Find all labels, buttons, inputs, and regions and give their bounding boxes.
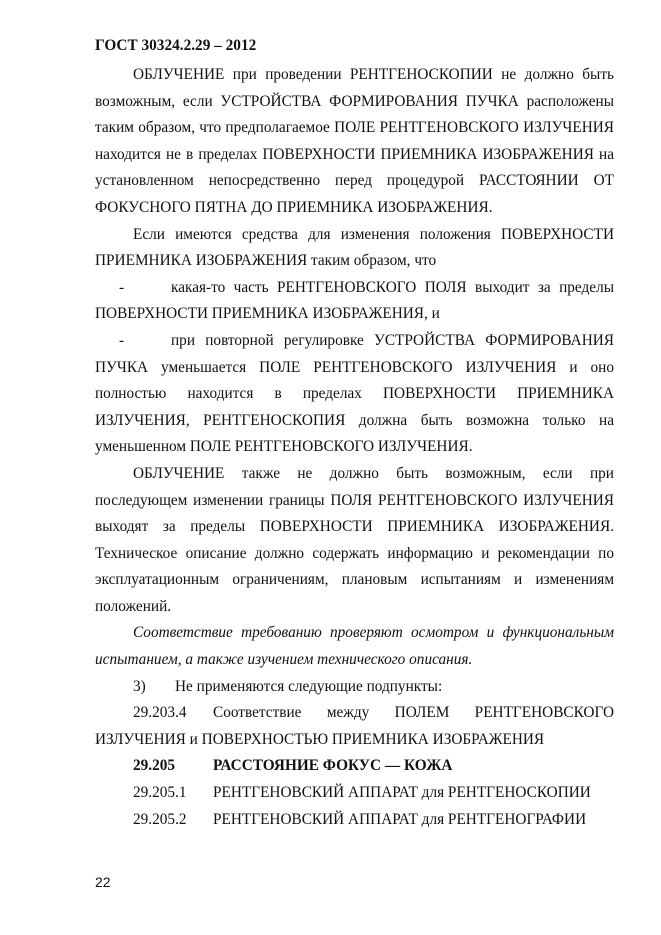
list-item-text: при повторной регулировке УСТРОЙСТВА ФОРМИРОВАНИЯ ПУЧКА уменьшается ПОЛЕ РЕНТГЕНОВСКОГО ИЗЛУЧЕНИЯ и оно полностью находится в пределах ПОВЕРХНОСТИ ПРИЕМНИКА ИЗЛУЧЕНИЯ, РЕНТГЕНОСКОПИЯ должна быть возможна только на уменьшенном ПОЛЕ РЕНТГЕНОВСКОГО ИЗЛУЧЕНИЯ. — [95, 331, 614, 456]
page-number: 22 — [95, 874, 111, 890]
document-page — [95, 36, 614, 833]
clause-text: РЕНТГЕНОВСКИЙ АППАРАТ для РЕНТГЕНОГРАФИИ — [213, 810, 587, 828]
clause-number: 29.205 — [133, 757, 176, 775]
clause-text: Соответствие между ПОЛЕМ РЕНТГЕНОВСКОГО ИЗЛУЧЕНИЯ и ПОВЕРХНОСТЬЮ ПРИЕМНИКА ИЗОБРАЖЕНИЯ — [95, 704, 614, 748]
clause-number: 29.203.4 — [133, 704, 187, 722]
paragraph-receptor-position: Если имеются средства для изменения положения ПОВЕРХНОСТИ ПРИЕМНИКА ИЗОБРАЖЕНИЯ таким образом, что — [95, 225, 614, 270]
clause-29-205-2 — [95, 807, 614, 834]
subitem-3 — [95, 674, 614, 701]
clause-text: РАССТОЯНИЕ ФОКУС — КОЖА — [213, 757, 453, 775]
list-item-dash-2 — [95, 328, 614, 461]
subitem-text: Не применяются следующие подпункты: — [175, 677, 443, 695]
dash-marker: - — [119, 278, 125, 296]
dash-marker: - — [119, 331, 125, 349]
subitem-number: 3) — [133, 677, 146, 695]
clause-text: РЕНТГЕНОВСКИЙ АППАРАТ для РЕНТГЕНОСКОПИИ — [213, 784, 591, 802]
paragraph-irradiation-boundary: ОБЛУЧЕНИЕ также не должно быть возможным, если при последующем изменении границы ПОЛЯ РЕНТГЕНОВСКОГО ИЗЛУЧЕНИЯ выходят за пределы ПОВЕРХНОСТИ ПРИЕМНИКА ИЗОБРАЖЕНИЯ. Техническое описание должно содержать информацию и рекомендации по эксплуатационным ограничениям, плановым испытаниям и изменениям положений. — [95, 464, 614, 615]
compliance-note: Соответствие требованию проверяют осмотром и функциональным испытанием, а также изучением технического описания. — [95, 624, 614, 669]
paragraph-irradiation-condition: ОБЛУЧЕНИЕ при проведении РЕНТГЕНОСКОПИИ не должно быть возможным, если УСТРОЙСТВА ФОРМИРОВАНИЯ ПУЧКА расположены таким образом, что предполагаемое ПОЛЕ РЕНТГЕНОВСКОГО ИЗЛУЧЕНИЯ находится не в пределах ПОВЕРХНОСТИ ПРИЕМНИКА ИЗОБРАЖЕНИЯ на установленном непосредственно перед процедурой РАССТОЯНИИ ОТ ФОКУСНОГО ПЯТНА ДО ПРИЕМНИКА ИЗОБРАЖЕНИЯ. — [95, 66, 614, 216]
list-item-text: какая-то часть РЕНТГЕНОВСКОГО ПОЛЯ выходит за пределы ПОВЕРХНОСТИ ПРИЕМНИКА ИЗОБРАЖЕНИЯ, и — [95, 278, 614, 323]
document-header: ГОСТ 30324.2.29 – 2012 — [95, 37, 257, 54]
clause-number: 29.205.1 — [133, 784, 187, 802]
clause-number: 29.205.2 — [133, 810, 187, 828]
list-item-dash-1 — [95, 275, 614, 328]
clause-29-205 — [95, 753, 614, 780]
clause-29-203-4 — [95, 700, 614, 753]
clause-29-205-1 — [95, 780, 614, 807]
